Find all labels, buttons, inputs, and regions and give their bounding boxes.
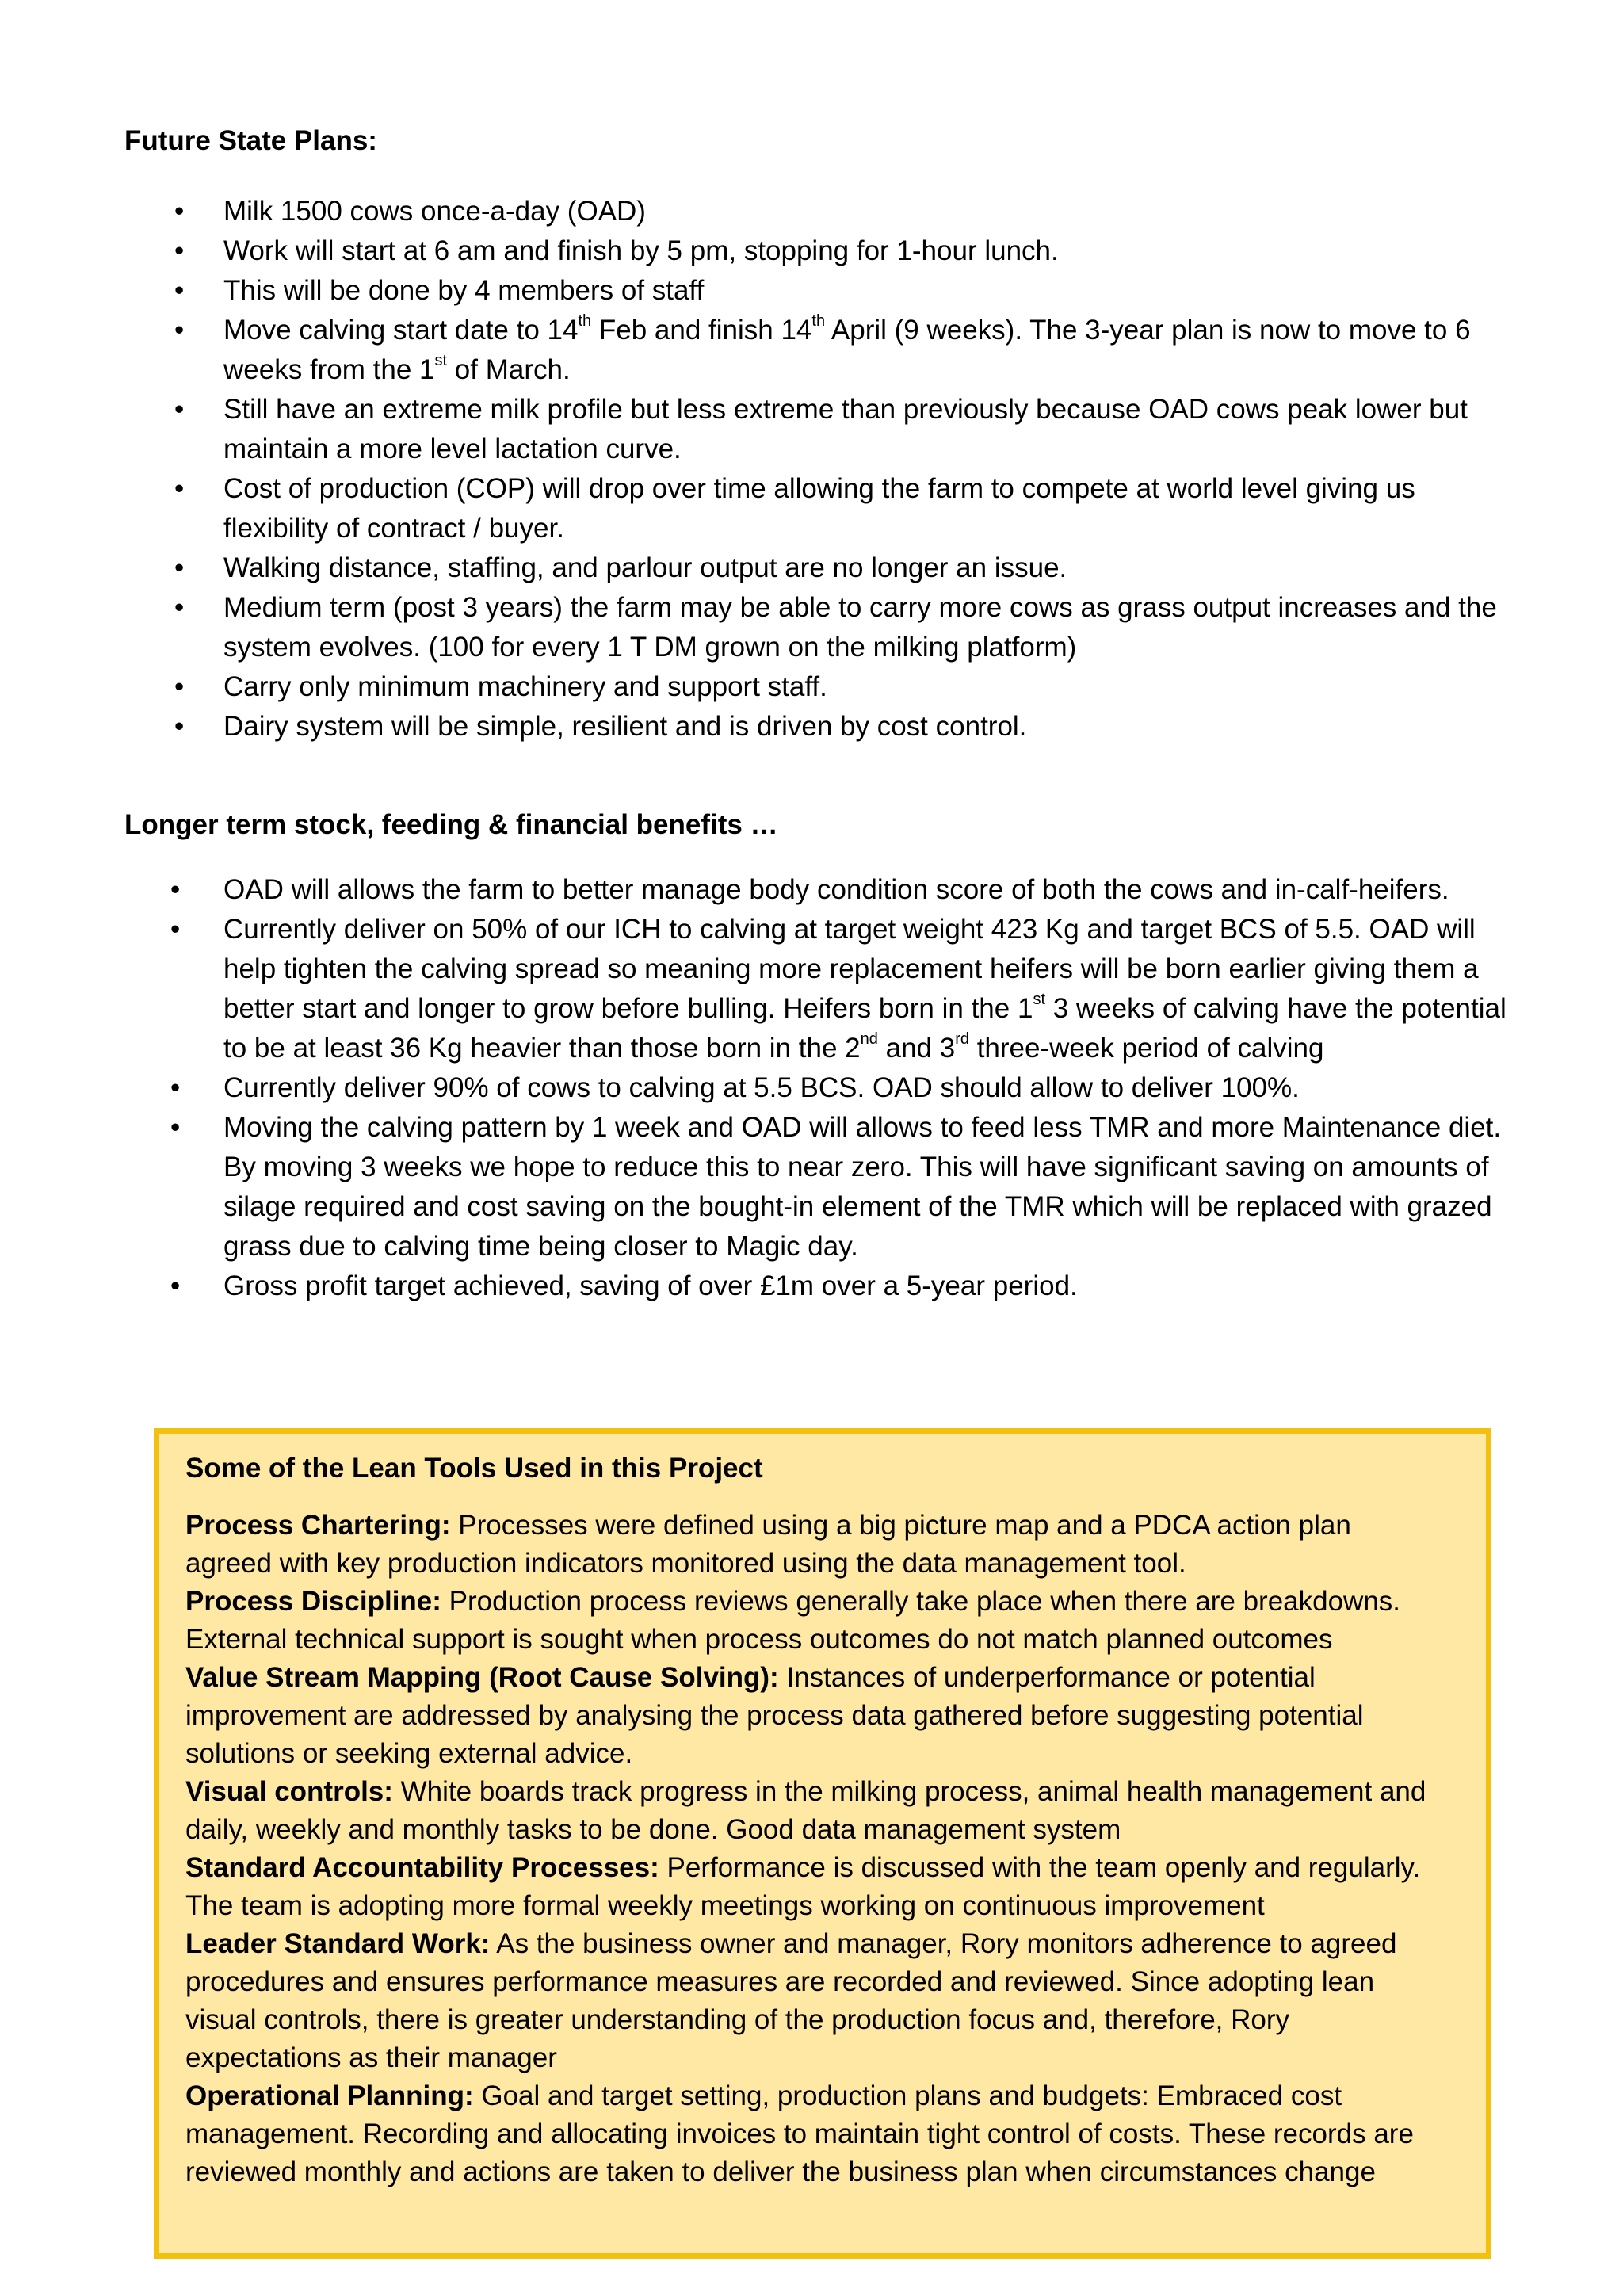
lean-tool-item: Value Stream Mapping (Root Cause Solving): Instances of underperformance or potential improvement are addressed by analysing the process data gathered before suggesting potential solutions or seeking external advice. [185, 1662, 1364, 1769]
list-item: • Dairy system will be simple, resilient and is driven by cost control. [124, 707, 1511, 747]
future-state-list [124, 192, 1511, 747]
lean-tool-label: Visual controls: [185, 1776, 393, 1807]
list-item: • Still have an extreme milk profile but less extreme than previously because OAD cows peak lower but maintain a more level lactation curve. [124, 390, 1511, 469]
list-item: • Currently deliver on 50% of our ICH to calving at target weight 423 Kg and target BCS of 5.5. OAD will help tighten the calving spread so meaning more replacement heifers will be born earlier giving them a better start and longer to grow before bulling. Heifers born in the 1st 3 weeks of calving have the potential to be at least 36 Kg heavier than those born in the 2nd and 3rd three-week period of calving [124, 910, 1511, 1068]
list-item: • This will be done by 4 members of staff [124, 271, 1511, 311]
lean-tools-box [154, 1428, 1491, 2259]
lean-tool-item: Visual controls: White boards track progress in the milking process, animal health management and daily, weekly and monthly tasks to be done. Good data management system [185, 1776, 1426, 1845]
list-item: • OAD will allows the farm to better manage body condition score of both the cows and in-calf-heifers. [124, 870, 1511, 910]
lean-tool-item: Process Chartering: Processes were defined using a big picture map and a PDCA action plan agreed with key production indicators monitored using the data management tool. [185, 1510, 1351, 1579]
lean-tool-item: Operational Planning: Goal and target setting, production plans and budgets: Embraced cost management. Recording and allocating invoices to maintain tight control of costs. These records are reviewed monthly and actions are taken to deliver the business plan when circumstances change [185, 2080, 1414, 2187]
lean-tools-title: Some of the Lean Tools Used in this Project [185, 1453, 763, 1484]
lean-tool-label: Process Chartering: [185, 1510, 451, 1541]
list-item: • Currently deliver 90% of cows to calving at 5.5 BCS. OAD should allow to deliver 100%. [124, 1068, 1511, 1108]
lean-tool-item: Process Discipline: Production process reviews generally take place when there are breakdowns. External technical support is sought when process outcomes do not match planned outcomes [185, 1586, 1401, 1655]
list-item: • Move calving start date to 14th Feb and finish 14th April (9 weeks). The 3-year plan is now to move to 6 weeks from the 1st of March. [124, 311, 1511, 390]
list-item: • Medium term (post 3 years) the farm may be able to carry more cows as grass output increases and the system evolves. (100 for every 1 T DM grown on the milking platform) [124, 588, 1511, 667]
list-item: • Gross profit target achieved, saving of over £1m over a 5-year period. [124, 1266, 1511, 1306]
lean-tool-label: Operational Planning: [185, 2080, 474, 2111]
lean-tool-label: Process Discipline: [185, 1586, 441, 1617]
list-item: • Moving the calving pattern by 1 week and OAD will allows to feed less TMR and more Maintenance diet. By moving 3 weeks we hope to reduce this to near zero. This will have significant saving on amounts of silage required and cost saving on the bought-in element of the TMR which will be replaced with grazed grass due to calving time being closer to Magic day. [124, 1108, 1511, 1266]
list-item: • Work will start at 6 am and finish by 5 pm, stopping for 1-hour lunch. [124, 231, 1511, 271]
longer-term-list [124, 870, 1511, 1306]
lean-tool-label: Value Stream Mapping (Root Cause Solving): [185, 1662, 779, 1693]
lean-tool-item: Leader Standard Work: As the business owner and manager, Rory monitors adherence to agreed procedures and ensures performance measures are recorded and reviewed. Since adopting lean visual controls, there is greater understanding of the production focus and, therefore, Rory expectations as their manager [185, 1928, 1397, 2073]
list-item: • Milk 1500 cows once-a-day (OAD) [124, 192, 1511, 231]
list-item: • Walking distance, staffing, and parlour output are no longer an issue. [124, 548, 1511, 588]
future-state-heading: Future State Plans: [124, 125, 377, 156]
list-item: • Cost of production (COP) will drop over time allowing the farm to compete at world level giving us flexibility of contract / buyer. [124, 469, 1511, 548]
lean-tool-item: Standard Accountability Processes: Performance is discussed with the team openly and regularly. The team is adopting more formal weekly meetings working on continuous improvement [185, 1852, 1421, 1921]
lean-tool-label: Standard Accountability Processes: [185, 1852, 659, 1883]
lean-tool-label: Leader Standard Work: [185, 1928, 491, 1959]
longer-term-heading: Longer term stock, feeding & financial benefits … [124, 809, 778, 840]
list-item: • Carry only minimum machinery and support staff. [124, 667, 1511, 707]
